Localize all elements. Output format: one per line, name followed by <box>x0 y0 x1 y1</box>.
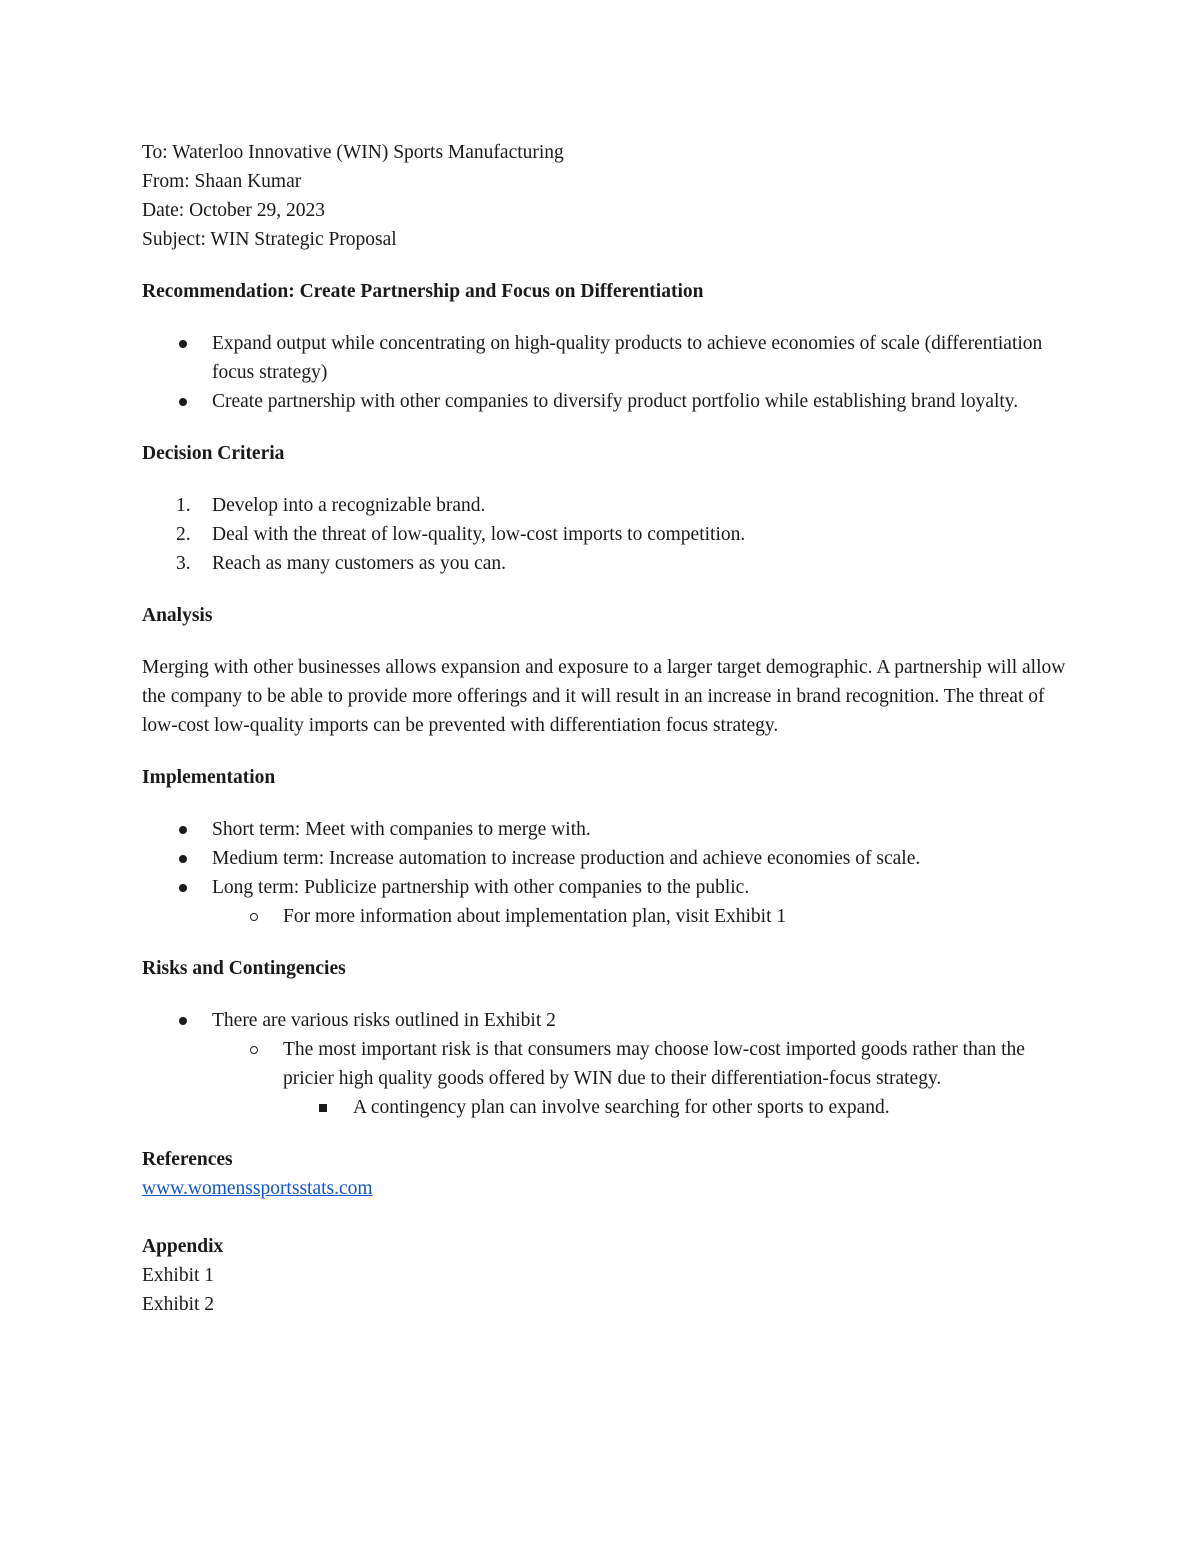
list-item <box>142 1006 1072 1035</box>
recommendation-heading: Recommendation: Create Partnership and Focus on Differentiation <box>142 281 704 302</box>
analysis-paragraph: Merging with other businesses allows expansion and exposure to a larger target demographic. A partnership will allow the company to be able to provide more offerings and it will result in an increase in brand recognition. The threat of low-cost low-quality imports can be prevented with differentiation focus strategy. <box>142 657 1066 736</box>
memo-header <box>142 138 1072 254</box>
bullet-icon <box>179 855 187 863</box>
list-item <box>142 491 1072 520</box>
list-item-text: Develop into a recognizable brand. <box>212 495 486 516</box>
list-sub-sub-item <box>142 1093 1072 1122</box>
decision-criteria-heading: Decision Criteria <box>142 443 285 464</box>
references-entry <box>142 1174 1072 1203</box>
bullet-icon <box>179 884 187 892</box>
square-bullet-icon <box>319 1104 327 1112</box>
appendix-heading: Appendix <box>142 1236 224 1257</box>
list-number: 3. <box>176 553 191 574</box>
list-item-text: Reach as many customers as you can. <box>212 553 507 574</box>
bullet-icon <box>179 1017 187 1025</box>
memo-subject: Subject: WIN Strategic Proposal <box>142 229 397 250</box>
memo-to: To: Waterloo Innovative (WIN) Sports Manufacturing <box>142 142 564 163</box>
list-item <box>142 520 1072 549</box>
document-page <box>142 138 1072 1319</box>
list-item-text: Long term: Publicize partnership with other companies to the public. <box>212 877 750 898</box>
bullet-icon <box>179 398 187 406</box>
risks-heading: Risks and Contingencies <box>142 958 346 979</box>
list-item-text: Create partnership with other companies to diversify product portfolio while establishing brand loyalty. <box>212 391 1019 412</box>
hollow-bullet-icon <box>250 913 258 921</box>
list-item-text: Deal with the threat of low-quality, low-cost imports to competition. <box>212 524 746 545</box>
list-item <box>142 844 1072 873</box>
list-item-text: The most important risk is that consumers may choose low-cost imported goods rather than the pricier high quality goods offered by WIN due to their differentiation-focus strategy. <box>283 1039 1025 1089</box>
list-sub-item <box>142 902 1072 931</box>
list-number: 2. <box>176 524 191 545</box>
references-heading: References <box>142 1149 233 1170</box>
reference-link[interactable]: www.womenssportsstats.com <box>142 1178 373 1199</box>
hollow-bullet-icon <box>250 1046 258 1054</box>
list-item <box>142 549 1072 578</box>
list-item <box>142 387 1072 416</box>
memo-from: From: Shaan Kumar <box>142 171 302 192</box>
list-item <box>142 329 1072 387</box>
memo-date: Date: October 29, 2023 <box>142 200 326 221</box>
list-item <box>142 873 1072 902</box>
analysis-heading: Analysis <box>142 605 213 626</box>
list-item-text: There are various risks outlined in Exhibit 2 <box>212 1010 556 1031</box>
decision-criteria-list <box>142 491 1072 578</box>
implementation-list <box>142 815 1072 931</box>
list-sub-item <box>142 1035 1072 1093</box>
list-item <box>142 815 1072 844</box>
bullet-icon <box>179 340 187 348</box>
risks-list <box>142 1006 1072 1122</box>
list-item-text: Short term: Meet with companies to merge with. <box>212 819 591 840</box>
list-number: 1. <box>176 495 191 516</box>
appendix-exhibit-1: Exhibit 1 <box>142 1265 215 1286</box>
list-item-text: Expand output while concentrating on high-quality products to achieve economies of scale (differentiation focus strategy) <box>212 333 1043 383</box>
list-item-text: A contingency plan can involve searching for other sports to expand. <box>353 1097 890 1118</box>
implementation-heading: Implementation <box>142 767 276 788</box>
list-item-text: For more information about implementation plan, visit Exhibit 1 <box>283 906 787 927</box>
bullet-icon <box>179 826 187 834</box>
recommendation-list <box>142 329 1072 416</box>
list-item-text: Medium term: Increase automation to increase production and achieve economies of scale. <box>212 848 921 869</box>
appendix-exhibit-2: Exhibit 2 <box>142 1294 215 1315</box>
